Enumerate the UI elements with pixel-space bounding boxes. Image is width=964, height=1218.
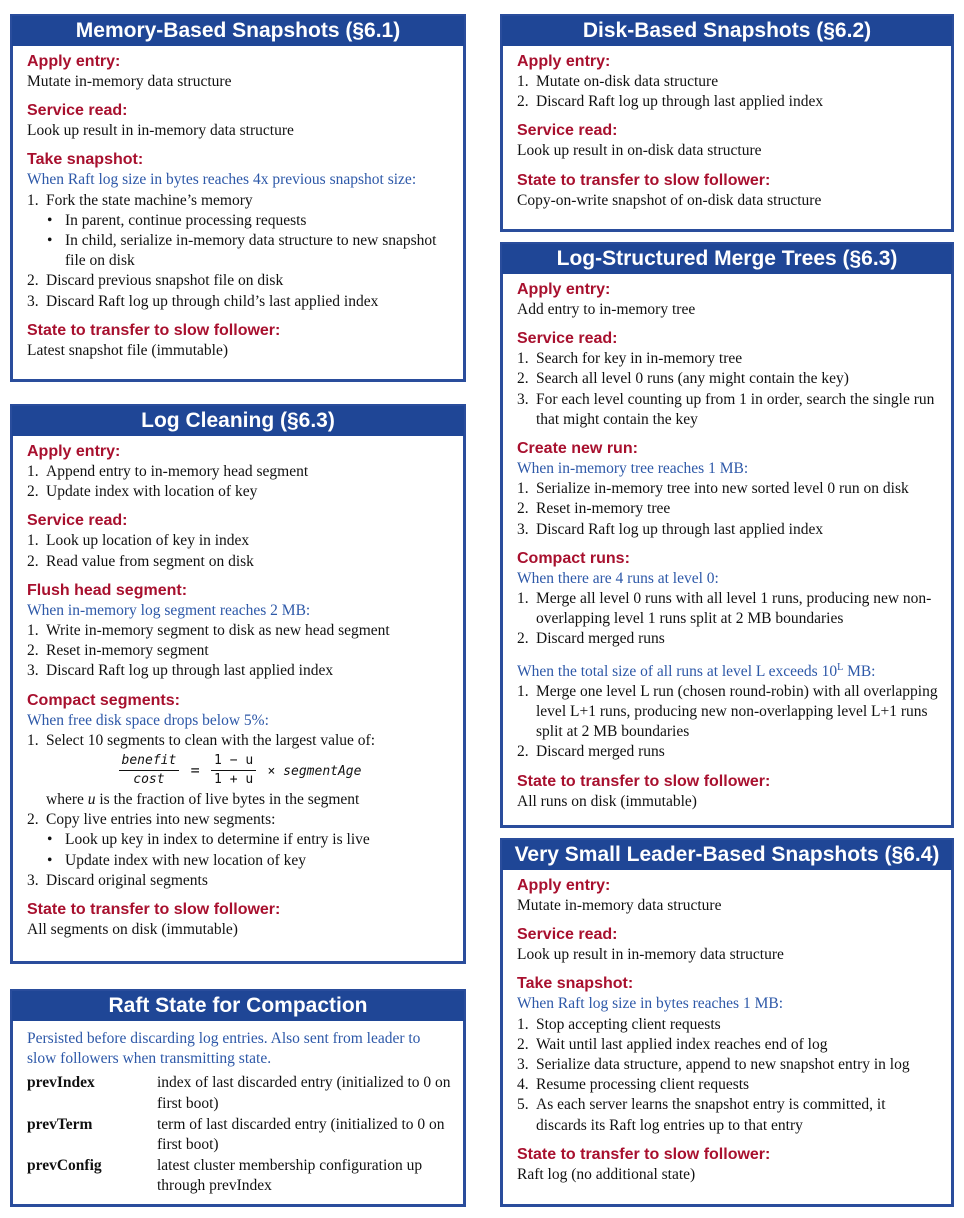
raft-state-intro: Persisted before discarding log entries. Also sent from leader to slow followers when transmitting state. xyxy=(27,1030,421,1068)
service-read-label: Service read: xyxy=(27,102,128,120)
table-row: prevConfig latest cluster membership configuration up through prevIndex xyxy=(27,1157,423,1195)
list-item: 3. Serialize data structure, append to new snapshot entry in log xyxy=(517,1056,910,1074)
read-steps xyxy=(27,531,451,571)
apply-entry-label: Apply entry: xyxy=(517,281,611,298)
list-item: 1. Select 10 segments to clean with the largest value of: xyxy=(27,731,375,749)
list-item: 3. Discard Raft log up through last applied index xyxy=(27,662,334,680)
list-item xyxy=(27,211,451,272)
panel-title: Log Cleaning (§6.3) xyxy=(12,406,464,436)
apply-entry-label: Apply entry: xyxy=(27,53,121,70)
transfer-text: Latest snapshot file (immutable) xyxy=(27,341,229,359)
service-read-text: Look up result in on-disk data structure xyxy=(517,142,762,160)
list-item: 1. Write in-memory segment to disk as new head segment xyxy=(27,622,390,640)
list-item: 2. Copy live entries into new segments: xyxy=(27,811,276,829)
create-run-trigger: When in-memory tree reaches 1 MB: xyxy=(517,460,749,478)
take-snapshot-label: Take snapshot: xyxy=(27,151,144,169)
formula-explanation: where u is the fraction of live bytes in the segment xyxy=(46,791,360,809)
list-item: 2. Discard Raft log up through last applied index xyxy=(517,93,824,111)
transfer-text: Copy-on-write snapshot of on-disk data structure xyxy=(517,191,822,209)
list-item: • In child, serialize in-memory data structure to new snapshot file on disk xyxy=(47,232,437,270)
list-item: 2. Discard merged runs xyxy=(517,743,665,761)
compact-steps xyxy=(27,731,451,751)
flush-head-label: Flush head segment: xyxy=(27,581,188,599)
list-item: 3. Discard original segments xyxy=(27,871,208,889)
compact-trigger: When free disk space drops below 5%: xyxy=(27,711,269,729)
list-item: 2. Search all level 0 runs (any might contain the key) xyxy=(517,370,849,388)
list-item: 1. Serialize in-memory tree into new sorted level 0 run on disk xyxy=(517,480,909,498)
compact-level-steps xyxy=(517,682,939,763)
table-row: prevIndex index of last discarded entry (initialized to 0 on first boot) xyxy=(27,1074,451,1112)
take-snapshot-label: Take snapshot: xyxy=(517,975,634,993)
panel-title: Disk-Based Snapshots (§6.2) xyxy=(502,16,952,46)
table-row: prevTerm term of last discarded entry (initialized to 0 on first boot) xyxy=(27,1115,445,1154)
flush-trigger: When in-memory log segment reaches 2 MB: xyxy=(27,601,311,619)
compact-runs-label: Compact runs: xyxy=(517,549,630,567)
service-read-text: Look up result in in-memory data structure xyxy=(517,946,784,964)
service-read-label: Service read: xyxy=(517,330,618,348)
transfer-label: State to transfer to slow follower: xyxy=(27,321,281,339)
create-run-steps xyxy=(517,479,939,540)
list-item xyxy=(27,830,451,870)
list-item: • Look up key in index to determine if entry is live xyxy=(47,831,370,849)
leader-snapshots-panel xyxy=(500,838,954,1207)
service-read-text: Look up result in in-memory data structure xyxy=(27,122,294,140)
apply-steps xyxy=(517,72,939,112)
lsm-trees-panel xyxy=(500,242,954,828)
snapshot-trigger: When Raft log size in bytes reaches 4x previous snapshot size: xyxy=(27,171,417,189)
apply-entry-label: Apply entry: xyxy=(517,877,611,894)
read-steps xyxy=(517,349,939,430)
list-item: 2. Reset in-memory segment xyxy=(27,642,209,660)
apply-entry-text: Mutate in-memory data structure xyxy=(517,897,722,914)
raft-state-fields xyxy=(27,1073,451,1196)
list-item: • Update index with new location of key xyxy=(47,851,307,869)
panel-title: Very Small Leader-Based Snapshots (§6.4) xyxy=(502,840,952,870)
list-item: 5. As each server learns the snapshot entry is committed, it discards its Raft log entries up to that entry xyxy=(517,1096,886,1134)
compact-runs-trigger: When there are 4 runs at level 0: xyxy=(517,569,719,587)
cost-benefit-formula: $\frac{\text{benefit}}{\cos t}$ = $\frac{1 - u}{1 + u}$ × segmentAge xyxy=(27,752,451,789)
memory-snapshots-panel xyxy=(10,14,466,382)
list-item: 1. Merge one level L run (chosen round-robin) with all overlapping level L+1 runs, producing new non-overlapping level L+1 runs split at 2 MB boundaries xyxy=(517,682,938,741)
service-read-label: Service read: xyxy=(27,512,128,530)
list-item: 1. Stop accepting client requests xyxy=(517,1015,721,1033)
list-item: 1. Fork the state machine’s memory xyxy=(27,191,253,209)
list-item: 1. Append entry to in-memory head segment xyxy=(27,463,309,480)
list-item: 2. Reset in-memory tree xyxy=(517,500,671,518)
transfer-label: State to transfer to slow follower: xyxy=(517,171,771,189)
transfer-label: State to transfer to slow follower: xyxy=(27,901,281,919)
service-read-label: Service read: xyxy=(517,122,618,140)
create-run-label: Create new run: xyxy=(517,440,638,458)
log-cleaning-panel xyxy=(10,404,466,964)
panel-title: Memory-Based Snapshots (§6.1) xyxy=(12,16,464,46)
list-item: 4. Resume processing client requests xyxy=(517,1076,750,1094)
list-item: 2. Update index with location of key xyxy=(27,483,258,501)
list-item: 2. Read value from segment on disk xyxy=(27,552,254,570)
transfer-label: State to transfer to slow follower: xyxy=(517,1145,771,1163)
apply-entry-text: Mutate in-memory data structure xyxy=(27,73,232,90)
apply-entry-label: Apply entry: xyxy=(517,53,611,70)
list-item: 2. Wait until last applied index reaches end of log xyxy=(517,1035,828,1053)
transfer-label: State to transfer to slow follower: xyxy=(517,772,771,790)
list-item: 3. For each level counting up from 1 in order, search the single run that might contain the key xyxy=(517,390,935,428)
list-item: 3. Discard Raft log up through last applied index xyxy=(517,520,824,538)
list-item: 1. Look up location of key in index xyxy=(27,532,250,550)
apply-entry-text: Add entry to in-memory tree xyxy=(517,301,696,318)
flush-steps xyxy=(27,621,451,682)
panel-title: Log-Structured Merge Trees (§6.3) xyxy=(502,244,952,274)
panel-title: Raft State for Compaction xyxy=(12,991,464,1021)
compact-steps-cont xyxy=(27,810,451,891)
transfer-text: Raft log (no additional state) xyxy=(517,1165,696,1183)
list-item: 2. Discard previous snapshot file on disk xyxy=(27,272,284,290)
apply-steps xyxy=(27,462,451,502)
disk-snapshots-panel xyxy=(500,14,954,232)
compact-runs-steps xyxy=(517,589,939,650)
list-item: • In parent, continue processing requests xyxy=(47,211,307,229)
list-item: 1. Search for key in in-memory tree xyxy=(517,350,743,368)
list-item: 3. Discard Raft log up through child’s last applied index xyxy=(27,292,379,310)
snapshot-steps xyxy=(517,1015,939,1136)
list-item: 1. Merge all level 0 runs with all level 1 runs, producing new non-overlapping level 1 runs split at 2 MB boundaries xyxy=(517,590,932,628)
compact-segments-label: Compact segments: xyxy=(27,691,180,709)
snapshot-trigger: When Raft log size in bytes reaches 1 MB: xyxy=(517,995,784,1013)
transfer-text: All runs on disk (immutable) xyxy=(517,792,697,810)
transfer-text: All segments on disk (immutable) xyxy=(27,921,238,939)
raft-state-panel xyxy=(10,989,466,1207)
apply-entry-label: Apply entry: xyxy=(27,443,121,460)
snapshot-steps xyxy=(27,191,451,312)
service-read-label: Service read: xyxy=(517,926,618,944)
compact-level-trigger: When the total size of all runs at level L exceeds $10^L$ MB: xyxy=(517,661,876,680)
list-item: 1. Mutate on-disk data structure xyxy=(517,73,719,90)
list-item: 2. Discard merged runs xyxy=(517,630,665,648)
